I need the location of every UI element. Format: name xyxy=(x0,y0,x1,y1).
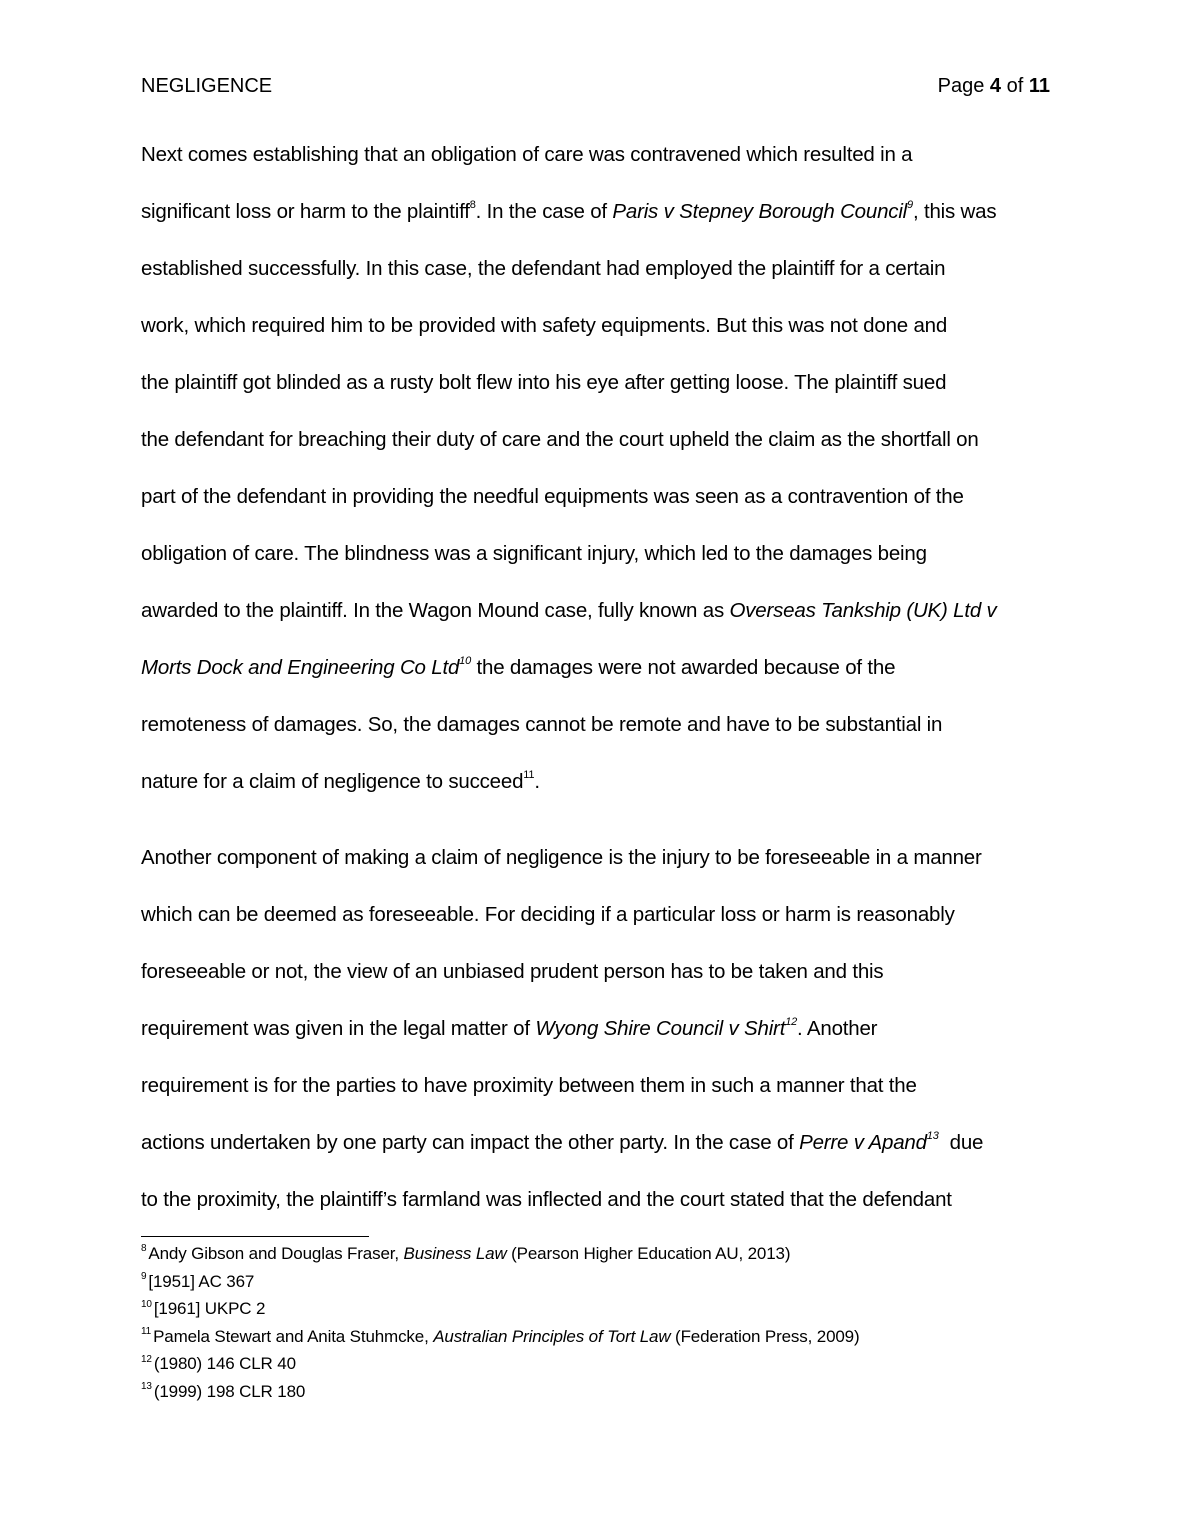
footnote-text: [1951] AC 367 xyxy=(148,1271,255,1291)
footnote-number: 8 xyxy=(141,1243,147,1255)
footnote-number: 11 xyxy=(141,1326,152,1338)
case-name: Paris v Stepney Borough Council xyxy=(612,200,908,223)
text-run: significant loss or harm to the plaintiff xyxy=(141,200,470,223)
body-text xyxy=(141,126,1050,1228)
text-line xyxy=(141,1114,1050,1171)
text-line: the plaintiff got blinded as a rusty bolt flew into his eye after getting loose. The plaintiff sued xyxy=(141,371,947,394)
footnotes xyxy=(141,1240,1050,1406)
footnote xyxy=(141,1323,1050,1351)
case-name: Morts Dock and Engineering Co Ltd xyxy=(141,656,460,679)
paragraph-2 xyxy=(141,829,1050,1228)
text-run: actions undertaken by one party can impact the other party. In the case of xyxy=(141,1131,800,1154)
footnote-number: 13 xyxy=(141,1381,152,1393)
page-of: of xyxy=(1001,75,1029,97)
footnote-text: (1980) 146 CLR 40 xyxy=(153,1354,296,1374)
text-line xyxy=(141,1000,1050,1057)
footnote-ref-number: 9 xyxy=(907,199,913,212)
footnote-text: [1961] UKPC 2 xyxy=(153,1299,266,1319)
paragraph-1 xyxy=(141,126,1050,810)
footnote-number: 10 xyxy=(141,1298,152,1310)
case-name: Perre v Apand xyxy=(799,1131,927,1154)
footnote-ref[interactable] xyxy=(785,1016,797,1028)
footnote-title: Business Law xyxy=(403,1244,507,1263)
footnote-text: (1999) 198 CLR 180 xyxy=(153,1381,306,1401)
footnote-separator xyxy=(141,1236,369,1237)
page-number xyxy=(938,72,1050,100)
footnote-text: (Pearson Higher Education AU, 2013) xyxy=(506,1244,791,1263)
text-run: awarded to the plaintiff. In the Wagon Mound case, fully known as xyxy=(141,599,730,622)
text-line: the defendant for breaching their duty of care and the court upheld the claim as the shortfall on xyxy=(141,428,979,451)
footnote-ref[interactable] xyxy=(927,1130,939,1142)
page-header xyxy=(141,72,1050,100)
text-line: obligation of care. The blindness was a significant injury, which led to the damages being xyxy=(141,542,927,565)
text-line xyxy=(141,183,1050,240)
text-line: to the proximity, the plaintiff’s farmland was inflected and the court stated that the defendant xyxy=(141,1188,952,1211)
footnote-ref-number: 13 xyxy=(926,1130,939,1143)
case-name: Wyong Shire Council v Shirt xyxy=(535,1017,786,1040)
text-run: . Another xyxy=(797,1017,878,1040)
text-run: requirement was given in the legal matter of xyxy=(141,1017,536,1040)
footnote xyxy=(141,1350,1050,1378)
footnote-ref-number: 10 xyxy=(459,655,472,668)
footnote-ref[interactable] xyxy=(907,199,913,211)
text-line: remoteness of damages. So, the damages cannot be remote and have to be substantial in xyxy=(141,713,943,736)
text-line: which can be deemed as foreseeable. For deciding if a particular loss or harm is reasonably xyxy=(141,903,955,926)
text-run: . xyxy=(534,770,540,793)
text-line: requirement is for the parties to have proximity between them in such a manner that the xyxy=(141,1074,917,1097)
text-line: work, which required him to be provided with safety equipments. But this was not done and xyxy=(141,314,948,337)
footnote xyxy=(141,1240,1050,1268)
text-run: the damages were not awarded because of the xyxy=(471,656,896,679)
text-line: part of the defendant in providing the needful equipments was seen as a contravention of the xyxy=(141,485,964,508)
footnote-title: Australian Principles of Tort Law xyxy=(433,1326,671,1346)
footnote-ref[interactable] xyxy=(459,655,471,667)
footnote-text: Andy Gibson and Douglas Fraser, xyxy=(148,1244,404,1263)
footnote-number: 9 xyxy=(141,1270,147,1282)
footnote-text: Pamela Stewart and Anita Stuhmcke, xyxy=(153,1326,434,1346)
footnote-ref[interactable]: 8 xyxy=(469,199,476,212)
text-line: Next comes establishing that an obligation of care was contravened which resulted in a xyxy=(141,143,913,166)
text-line xyxy=(141,582,1050,639)
text-run: due xyxy=(938,1131,984,1154)
footnote-number: 12 xyxy=(141,1353,152,1365)
text-line: Another component of making a claim of negligence is the injury to be foreseeable in a manner xyxy=(141,846,982,869)
text-run: nature for a claim of negligence to succeed xyxy=(141,770,524,793)
running-title: NEGLIGENCE xyxy=(141,75,273,97)
text-line xyxy=(141,639,1050,696)
footnote-ref[interactable]: 11 xyxy=(523,769,535,782)
text-run: . In the case of xyxy=(475,200,613,223)
text-run: , this was xyxy=(912,200,997,223)
footnote xyxy=(141,1295,1050,1323)
text-line xyxy=(141,753,1050,810)
footnote xyxy=(141,1378,1050,1406)
footnote-ref-number: 12 xyxy=(785,1016,798,1029)
case-name: Overseas Tankship (UK) Ltd v xyxy=(729,599,997,622)
page-prefix: Page xyxy=(937,75,990,97)
text-line: established successfully. In this case, the defendant had employed the plaintiff for a certain xyxy=(141,257,946,280)
page-total: 11 xyxy=(1028,75,1050,97)
footnote xyxy=(141,1268,1050,1296)
text-line: foreseeable or not, the view of an unbiased prudent person has to be taken and this xyxy=(141,960,884,983)
footnote-text: (Federation Press, 2009) xyxy=(670,1326,860,1346)
page-current: 4 xyxy=(989,75,1002,97)
